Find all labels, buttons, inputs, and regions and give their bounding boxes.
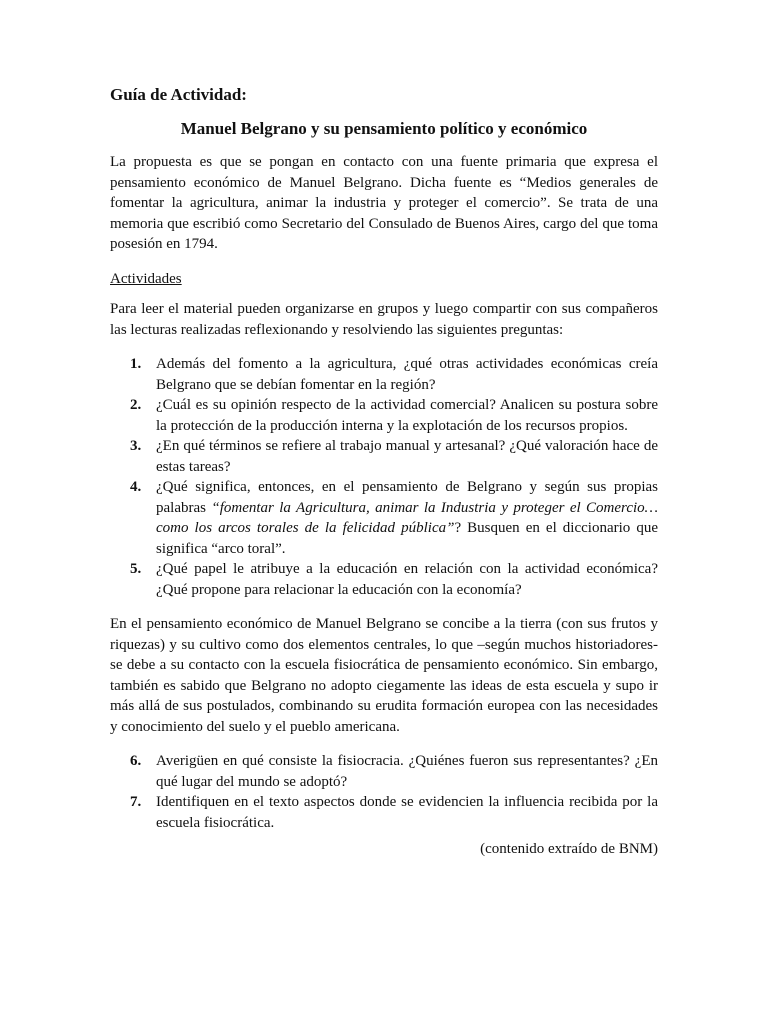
- question-item: [110, 395, 658, 436]
- question-item: [110, 751, 658, 792]
- section-label-actividades: Actividades: [110, 270, 182, 287]
- question-number: 7.: [130, 794, 142, 810]
- question-item: [110, 477, 658, 559]
- question-text: ¿En qué términos se refiere al trabajo manual y artesanal? ¿Qué valoración hace de estas tareas?: [156, 438, 658, 475]
- question-item: [110, 559, 658, 600]
- question-text-after: ? Busquen en el diccionario que significa “arco toral”.: [156, 520, 658, 557]
- question-number: 6.: [130, 753, 142, 769]
- source-credit: (contenido extraído de BNM): [480, 841, 658, 857]
- question-number: 2.: [130, 397, 142, 413]
- intro-paragraph: La propuesta es que se pongan en contacto con una fuente primaria que expresa el pensamiento económico de Manuel Belgrano. Dicha fuente es “Medios generales de fomentar la agricultura, animar la industria y proteger el comercio”. Se trata de una memoria que escribió como Secretario del Consulado de Buenos Aires, cargo del que toma posesión en 1794.: [110, 154, 658, 252]
- question-item: [110, 436, 658, 477]
- question-number: 3.: [130, 438, 142, 454]
- question-number: 4.: [130, 479, 142, 495]
- question-text: ¿Cuál es su opinión respecto de la actividad comercial? Analicen su postura sobre la protección de la producción interna y la explotación de los recursos propios.: [156, 397, 658, 434]
- question-number: 5.: [130, 561, 142, 577]
- question-text: Averigüen en qué consiste la fisiocracia. ¿Quiénes fueron sus representantes? ¿En qué lugar del mundo se adoptó?: [156, 753, 658, 790]
- question-text: Además del fomento a la agricultura, ¿qué otras actividades económicas creía Belgrano que se debían fomentar en la región?: [156, 356, 658, 393]
- question-list-2: [110, 751, 658, 833]
- document-heading: Guía de Actividad:: [110, 85, 247, 104]
- question-quote: “fomentar la Agricultura, animar la Industria y proteger el Comercio… como los arcos torales de la felicidad pública”: [156, 499, 658, 536]
- question-item: [110, 354, 658, 395]
- question-item: [110, 792, 658, 833]
- question-list-1: [110, 354, 658, 600]
- question-text: ¿Qué significa, entonces, en el pensamiento de Belgrano y según sus propias palabras: [156, 479, 658, 516]
- question-text: ¿Qué papel le atribuye a la educación en relación con la actividad económica? ¿Qué propone para relacionar la educación con la economía?: [156, 561, 658, 598]
- document-page: [110, 84, 658, 860]
- question-text: Identifiquen en el texto aspectos donde se evidencien la influencia recibida por la escuela fisiocrática.: [156, 794, 658, 831]
- instructions-paragraph: Para leer el material pueden organizarse en grupos y luego compartir con sus compañeros las lecturas realizadas reflexionando y resolviendo las siguientes preguntas:: [110, 301, 658, 338]
- document-title: Manuel Belgrano y su pensamiento político y económico: [180, 119, 588, 138]
- question-number: 1.: [130, 356, 142, 372]
- context-paragraph: En el pensamiento económico de Manuel Belgrano se concibe a la tierra (con sus frutos y riquezas) y su cultivo como dos elementos centrales, lo que –según muchos historiadores- se debe a su contacto con la escuela fisiocrática de pensamiento económico. Sin embargo, también es sabido que Belgrano no adopto ciegamente las ideas de esta escuela y supo ir más allá de sus postulados, combinando su erudita formación europea con las necesidades y conocimiento del suelo y el pueblo americana.: [110, 616, 658, 735]
